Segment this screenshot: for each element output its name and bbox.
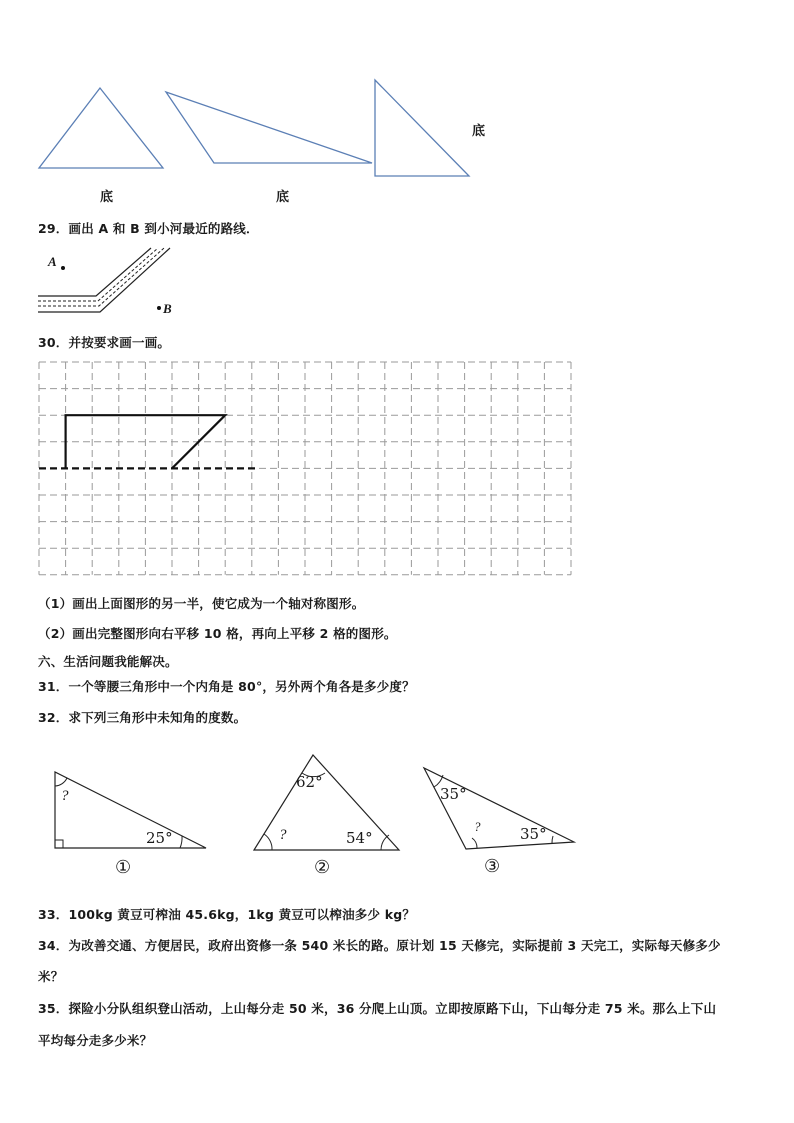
base-label-1: 底 xyxy=(100,190,114,205)
tri2-number: ② xyxy=(314,857,331,878)
tri3-unknown-angle: ? xyxy=(474,819,481,834)
question-32: 32．求下列三角形中未知角的度数。 xyxy=(38,710,247,725)
question-34-line1: 34．为改善交通、方便居民，政府出资修一条 540 米长的路。原计划 15 天修完，实际提前 3 天完工，实际每天修多少 xyxy=(38,938,721,953)
tri2-unknown-angle: ? xyxy=(279,827,287,843)
question-29: 29．画出 A 和 B 到小河最近的路线． xyxy=(38,221,259,236)
tri2-angle-54: 54° xyxy=(346,829,373,847)
section-heading: 六、生活问题我能解决。 xyxy=(38,654,178,669)
question-33: 33．100kg 黄豆可榨油 45.6kg，1kg 黄豆可以榨油多少 kg？ xyxy=(38,907,416,922)
tri1-angle-25: 25° xyxy=(146,829,173,847)
question-30-sub1: （1）画出上面图形的另一半，使它成为一个轴对称图形。 xyxy=(38,596,365,611)
tri3-angle-35-right: 35° xyxy=(520,825,547,843)
base-label-3: 底 xyxy=(472,124,486,139)
question-34-line2: 米？ xyxy=(38,969,64,984)
question-30: 30．并按要求画一画。 xyxy=(38,335,171,350)
tri3-angle-35-left: 35° xyxy=(440,785,467,803)
tri1-unknown-angle: ? xyxy=(61,788,69,804)
point-a-label: A xyxy=(48,254,57,269)
tri3-number: ③ xyxy=(484,856,501,877)
question-35-line1: 35．探险小分队组织登山活动，上山每分走 50 米，36 分爬上山顶。立即按原路下山，下山每分走 75 米。那么上下山 xyxy=(38,1001,717,1016)
tri1-number: ① xyxy=(115,857,132,878)
question-30-sub2: （2）画出完整图形向右平移 10 格，再向上平移 2 格的图形。 xyxy=(38,626,397,641)
question-31: 31．一个等腰三角形中一个内角是 80°，另外两个角各是多少度？ xyxy=(38,679,415,694)
question-35-line2: 平均每分走多少米？ xyxy=(38,1033,153,1048)
base-label-2: 底 xyxy=(276,190,290,205)
point-b-label: B xyxy=(163,301,172,316)
tri2-angle-62: 62° xyxy=(296,773,323,791)
